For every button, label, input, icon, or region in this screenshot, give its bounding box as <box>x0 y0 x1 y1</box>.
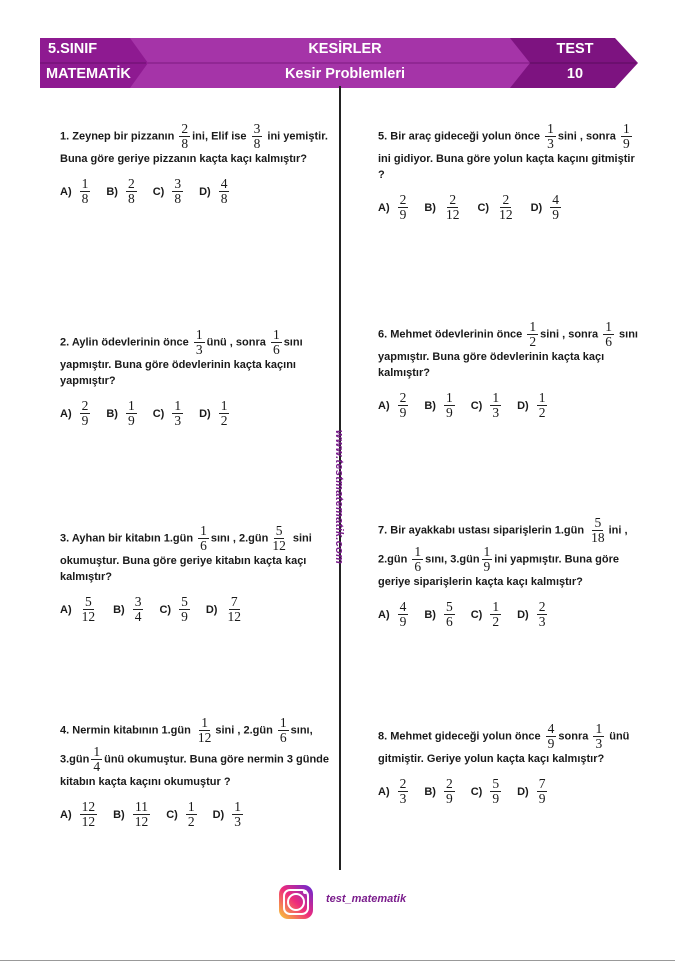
question-4 <box>60 716 330 829</box>
question-stem <box>378 722 643 767</box>
option-fraction-denominator: 9 <box>399 207 407 222</box>
watermark: www.testmatematik.com <box>333 430 345 565</box>
option-fraction-numerator: 4 <box>552 192 559 207</box>
option-fraction <box>537 777 548 806</box>
option-fraction-denominator: 8 <box>81 191 89 206</box>
question-text: sını, 3.gün <box>60 724 313 766</box>
option-fraction-denominator: 9 <box>445 791 453 806</box>
fraction-numerator: 1 <box>195 327 203 342</box>
answer-option-c[interactable] <box>471 600 503 629</box>
question-number: 5. <box>378 130 388 143</box>
option-fraction-denominator: 12 <box>445 207 460 222</box>
fraction-denominator: 9 <box>547 736 555 751</box>
answer-option-b[interactable] <box>106 399 138 428</box>
option-letter: A) <box>60 808 72 821</box>
answer-option-d[interactable] <box>199 399 231 428</box>
question-text: Nermin kitabının 1.gün <box>69 724 194 737</box>
fraction-denominator: 3 <box>595 736 603 751</box>
grade-label: 5.SINIF <box>48 41 98 57</box>
fraction-numerator: 1 <box>605 319 612 334</box>
test-number: 10 <box>566 66 584 82</box>
fraction-denominator: 8 <box>181 136 189 151</box>
option-fraction <box>537 600 548 629</box>
subject-label: MATEMATİK <box>46 66 131 82</box>
question-text: ünü okumuştur. Buna göre nermin 3 günde kitabın kaçta kaçını okumuştur ? <box>60 753 329 788</box>
fraction-numerator: 2 <box>181 121 189 136</box>
option-fraction-denominator: 9 <box>81 413 89 428</box>
fraction-denominator: 4 <box>93 759 101 774</box>
option-fraction-numerator: 3 <box>174 176 182 191</box>
question-text: sını yapmıştır. Buna göre ödevlerinin kaçta kaçı kalmıştır? <box>378 328 638 379</box>
option-fraction-numerator: 5 <box>445 599 453 614</box>
option-fraction-denominator: 8 <box>220 191 228 206</box>
answer-option-b[interactable] <box>424 777 456 806</box>
question-stem <box>378 122 643 183</box>
option-fraction-denominator: 2 <box>220 413 228 428</box>
option-fraction-numerator: 2 <box>502 192 510 207</box>
fraction <box>603 320 614 349</box>
option-fraction-numerator: 2 <box>445 776 453 791</box>
option-fraction-numerator: 2 <box>81 398 89 413</box>
fraction <box>271 328 282 357</box>
question-stem <box>60 328 330 389</box>
option-fraction-denominator: 9 <box>181 609 188 624</box>
option-fraction-denominator: 8 <box>127 191 135 206</box>
fraction <box>412 545 423 574</box>
option-fraction-numerator: 1 <box>445 390 453 405</box>
option-fraction-denominator: 3 <box>492 405 500 420</box>
fraction <box>482 545 493 574</box>
question-text: sini okumuştur. Buna göre geriye kitabın kaçta kaçı kalmıştır? <box>60 532 312 583</box>
question-number: 7. <box>378 524 388 537</box>
answer-option-d[interactable] <box>199 177 231 206</box>
fraction-denominator: 2 <box>529 334 537 349</box>
option-fraction-numerator: 7 <box>230 594 238 609</box>
header-banner <box>40 38 640 88</box>
question-number: 2. <box>60 336 70 349</box>
option-fraction <box>80 800 98 829</box>
option-fraction <box>398 193 409 222</box>
question-text: ini yapmıştır. Buna göre geriye siparişlerin kaçta kaçı kalmıştır? <box>378 553 619 588</box>
option-fraction <box>172 399 183 428</box>
question-text: sonra <box>558 730 592 743</box>
question-text: sını, 3.gün <box>425 553 480 566</box>
option-letter: D) <box>517 608 529 621</box>
option-letter: B) <box>113 603 125 616</box>
question-text: Bir araç gideceği yolun önce <box>387 130 544 143</box>
fraction-numerator: 5 <box>594 515 602 530</box>
option-letter: B) <box>106 185 118 198</box>
question-text: Aylin ödevlerinin önce <box>69 336 192 349</box>
option-fraction-denominator: 3 <box>399 791 407 806</box>
option-fraction-numerator: 1 <box>492 599 500 614</box>
fraction-numerator: 1 <box>279 715 287 730</box>
fraction <box>593 722 604 751</box>
option-fraction-numerator: 7 <box>538 776 546 791</box>
fraction-numerator: 1 <box>200 523 207 538</box>
option-letter: B) <box>424 785 436 798</box>
option-fraction <box>80 595 98 624</box>
fraction <box>270 524 288 553</box>
question-text: sini , sonra <box>557 130 619 143</box>
option-fraction <box>126 177 137 206</box>
question-stem <box>378 516 643 590</box>
fraction-numerator: 1 <box>414 544 422 559</box>
fraction <box>179 122 190 151</box>
option-fraction-denominator: 2 <box>187 814 195 829</box>
instagram-icon <box>279 885 313 919</box>
fraction-denominator: 3 <box>547 136 554 151</box>
answer-options <box>60 595 330 624</box>
option-letter: B) <box>113 808 125 821</box>
test-label: TEST <box>556 41 594 57</box>
option-letter: C) <box>470 608 483 621</box>
option-fraction-numerator: 1 <box>538 390 546 405</box>
option-fraction <box>490 391 501 420</box>
question-number: 3. <box>60 532 70 545</box>
fraction-numerator: 1 <box>547 121 554 136</box>
option-letter: D) <box>517 399 529 412</box>
fraction-denominator: 9 <box>483 559 491 574</box>
answer-option-a[interactable] <box>60 399 92 428</box>
option-fraction-numerator: 4 <box>220 176 228 191</box>
option-fraction <box>497 193 515 222</box>
option-fraction <box>444 600 455 629</box>
question-number: 8. <box>378 730 388 743</box>
question-text: ünü gitmiştir. Geriye yolun kaçta kaçı kalmıştır? <box>378 730 630 765</box>
option-letter: B) <box>424 608 436 621</box>
option-fraction-numerator: 1 <box>174 398 182 413</box>
option-fraction <box>490 600 501 629</box>
question-number: 6. <box>378 328 388 341</box>
option-fraction-denominator: 2 <box>492 614 500 629</box>
option-letter: C) <box>152 407 165 420</box>
question-text: Mehmet ödevlerinin önce <box>387 328 526 341</box>
question-stem <box>60 524 330 585</box>
question-2 <box>60 328 330 428</box>
option-fraction-denominator: 3 <box>234 814 241 829</box>
answer-option-a[interactable] <box>60 177 92 206</box>
option-letter: C) <box>166 808 178 821</box>
option-fraction <box>133 800 151 829</box>
question-text: sini , sonra <box>540 328 602 341</box>
question-text: ini yemiştir. Buna göre geriye pizzanın kaçta kaçı kalmıştır? <box>60 130 328 165</box>
fraction-numerator: 1 <box>529 319 537 334</box>
fraction-numerator: 1 <box>93 744 101 759</box>
option-fraction-numerator: 2 <box>127 176 135 191</box>
question-3 <box>60 524 330 624</box>
bottom-rule <box>0 960 675 961</box>
question-text: Ayhan bir kitabın 1.gün <box>69 532 197 545</box>
option-fraction <box>219 399 230 428</box>
question-8 <box>378 722 643 806</box>
answer-option-a[interactable] <box>60 595 99 624</box>
option-letter: A) <box>60 407 72 420</box>
question-text: ini, Elif ise <box>192 130 250 143</box>
fraction-denominator: 6 <box>279 730 287 745</box>
answer-option-d[interactable] <box>517 777 549 806</box>
answer-options <box>378 600 643 629</box>
answer-option-b[interactable] <box>106 177 138 206</box>
answer-options <box>60 399 330 428</box>
option-letter: B) <box>424 201 436 214</box>
option-fraction-denominator: 12 <box>134 814 149 829</box>
option-fraction <box>444 193 462 222</box>
answer-option-b[interactable] <box>113 800 152 829</box>
answer-option-d[interactable] <box>206 595 245 624</box>
question-1 <box>60 122 330 206</box>
option-fraction-numerator: 5 <box>492 776 500 791</box>
option-fraction-numerator: 1 <box>81 176 89 191</box>
option-fraction <box>186 800 197 829</box>
option-letter: C) <box>470 785 483 798</box>
option-fraction-numerator: 1 <box>187 799 195 814</box>
option-fraction-numerator: 1 <box>220 398 228 413</box>
option-fraction <box>225 595 243 624</box>
fraction-denominator: 12 <box>272 538 286 553</box>
option-letter: D) <box>199 407 211 420</box>
option-fraction <box>550 193 561 222</box>
fraction <box>527 320 538 349</box>
question-stem <box>60 122 330 167</box>
option-fraction <box>398 777 409 806</box>
fraction <box>194 328 205 357</box>
answer-option-c[interactable] <box>471 777 503 806</box>
fraction-numerator: 1 <box>272 327 280 342</box>
option-fraction <box>126 399 137 428</box>
answer-options <box>378 391 643 420</box>
fraction-numerator: 1 <box>201 715 208 730</box>
answer-options <box>60 177 330 206</box>
option-fraction-denominator: 3 <box>174 413 182 428</box>
option-fraction-denominator: 9 <box>538 791 546 806</box>
option-fraction-numerator: 2 <box>538 599 546 614</box>
fraction <box>589 516 607 545</box>
option-fraction <box>172 177 183 206</box>
fraction <box>91 745 102 774</box>
option-letter: B) <box>106 407 118 420</box>
option-fraction-denominator: 12 <box>499 207 513 222</box>
question-text: ini gidiyor. Buna göre yolun kaçta kaçını gitmiştir ? <box>378 153 635 181</box>
option-letter: C) <box>470 399 483 412</box>
answer-option-a[interactable] <box>378 391 410 420</box>
question-stem <box>60 716 330 790</box>
question-number: 4. <box>60 724 70 737</box>
fraction-denominator: 12 <box>197 730 212 745</box>
fraction-numerator: 1 <box>622 121 630 136</box>
page-subtitle: Kesir Problemleri <box>284 66 406 82</box>
question-text: Zeynep bir pizzanın <box>69 130 178 143</box>
option-fraction <box>398 600 409 629</box>
option-fraction-denominator: 12 <box>81 609 96 624</box>
option-letter: D) <box>517 785 529 798</box>
fraction-denominator: 8 <box>253 136 261 151</box>
answer-option-d[interactable] <box>213 800 245 829</box>
option-letter: A) <box>60 603 72 616</box>
answer-option-b[interactable] <box>424 193 463 222</box>
option-letter: D) <box>530 201 543 214</box>
option-fraction <box>537 391 548 420</box>
option-letter: A) <box>378 399 390 412</box>
answer-option-c[interactable] <box>153 177 185 206</box>
option-fraction <box>179 595 190 624</box>
option-fraction-denominator: 8 <box>174 191 182 206</box>
question-6 <box>378 320 643 420</box>
question-text: sını , 2.gün <box>210 532 269 545</box>
option-fraction-denominator: 9 <box>399 405 407 420</box>
answer-option-d[interactable] <box>531 193 563 222</box>
option-fraction-numerator: 5 <box>84 594 92 609</box>
question-text: ini , 2.gün <box>378 524 628 566</box>
fraction-denominator: 3 <box>195 342 203 357</box>
fraction-denominator: 6 <box>272 342 280 357</box>
fraction <box>545 122 556 151</box>
fraction-denominator: 6 <box>605 334 612 349</box>
question-text: Bir ayakkabı ustası siparişlerin 1.gün <box>387 524 588 537</box>
question-stem <box>378 320 643 381</box>
option-fraction-denominator: 4 <box>134 609 142 624</box>
answer-option-a[interactable] <box>378 600 410 629</box>
fraction-numerator: 1 <box>483 544 491 559</box>
option-letter: A) <box>60 185 72 198</box>
answer-options <box>378 777 643 806</box>
answer-option-a[interactable] <box>60 800 99 829</box>
answer-option-c[interactable] <box>166 800 198 829</box>
option-letter: D) <box>205 603 218 616</box>
answer-option-b[interactable] <box>113 595 145 624</box>
option-fraction-numerator: 2 <box>399 776 407 791</box>
fraction <box>546 722 557 751</box>
option-fraction-denominator: 2 <box>538 405 546 420</box>
option-fraction <box>490 777 501 806</box>
question-text: ünü , sonra <box>206 336 269 349</box>
fraction-denominator: 6 <box>200 538 207 553</box>
fraction <box>621 122 632 151</box>
option-letter: A) <box>378 608 390 621</box>
question-text: sini , 2.gün <box>215 724 276 737</box>
option-fraction-numerator: 1 <box>127 398 135 413</box>
answer-options <box>60 800 330 829</box>
question-5 <box>378 122 643 222</box>
fraction-numerator: 1 <box>595 721 603 736</box>
answer-option-b[interactable] <box>424 600 456 629</box>
answer-option-c[interactable] <box>159 595 191 624</box>
option-fraction <box>80 177 91 206</box>
option-letter: C) <box>159 603 172 616</box>
fraction <box>278 716 289 745</box>
fraction <box>252 122 263 151</box>
answer-option-a[interactable] <box>378 193 410 222</box>
option-fraction-denominator: 9 <box>492 791 500 806</box>
fraction-numerator: 5 <box>275 523 283 538</box>
option-fraction-numerator: 1 <box>234 799 241 814</box>
option-fraction-numerator: 2 <box>399 192 407 207</box>
instagram-handle: test_matematik <box>326 893 407 905</box>
answer-option-d[interactable] <box>517 391 549 420</box>
option-fraction <box>232 800 243 829</box>
option-letter: D) <box>212 808 225 821</box>
fraction-denominator: 6 <box>414 559 422 574</box>
fraction <box>196 716 214 745</box>
fraction-numerator: 3 <box>253 121 261 136</box>
option-fraction-numerator: 12 <box>81 799 96 814</box>
option-fraction-denominator: 3 <box>538 614 546 629</box>
option-fraction-denominator: 12 <box>227 609 241 624</box>
option-fraction-denominator: 6 <box>445 614 453 629</box>
option-fraction <box>444 777 455 806</box>
answer-option-b[interactable] <box>424 391 456 420</box>
option-fraction-numerator: 2 <box>449 192 457 207</box>
answer-options <box>378 193 643 222</box>
option-fraction-denominator: 12 <box>81 814 96 829</box>
option-fraction-numerator: 1 <box>492 390 500 405</box>
fraction <box>198 524 209 553</box>
fraction-numerator: 4 <box>547 721 555 736</box>
question-text: Mehmet gideceği yolun önce <box>387 730 544 743</box>
option-letter: B) <box>424 399 436 412</box>
fraction-denominator: 18 <box>591 530 605 545</box>
answer-option-c[interactable] <box>153 399 185 428</box>
option-fraction-numerator: 4 <box>399 599 407 614</box>
question-text: sını yapmıştır. Buna göre ödevlerinin kaçta kaçını yapmıştır? <box>60 336 303 387</box>
option-fraction-denominator: 9 <box>445 405 453 420</box>
option-letter: D) <box>199 185 211 198</box>
option-fraction-numerator: 3 <box>134 594 142 609</box>
option-fraction <box>80 399 91 428</box>
option-fraction-denominator: 9 <box>399 614 407 629</box>
page-title: KESİRLER <box>308 41 382 57</box>
option-letter: C) <box>477 201 490 214</box>
option-fraction-denominator: 9 <box>127 413 135 428</box>
answer-option-c[interactable] <box>477 193 516 222</box>
answer-option-c[interactable] <box>471 391 503 420</box>
fraction-denominator: 9 <box>622 136 630 151</box>
option-letter: C) <box>152 185 165 198</box>
option-fraction-numerator: 2 <box>399 390 407 405</box>
option-fraction <box>398 391 409 420</box>
question-number: 1. <box>60 130 70 143</box>
question-7 <box>378 516 643 629</box>
option-fraction <box>133 595 144 624</box>
option-letter: A) <box>378 201 390 214</box>
option-fraction <box>219 177 230 206</box>
option-fraction <box>444 391 455 420</box>
option-letter: A) <box>378 785 390 798</box>
option-fraction-numerator: 5 <box>181 594 188 609</box>
option-fraction-numerator: 11 <box>134 799 148 814</box>
answer-option-d[interactable] <box>517 600 549 629</box>
option-fraction-denominator: 9 <box>552 207 559 222</box>
answer-option-a[interactable] <box>378 777 410 806</box>
